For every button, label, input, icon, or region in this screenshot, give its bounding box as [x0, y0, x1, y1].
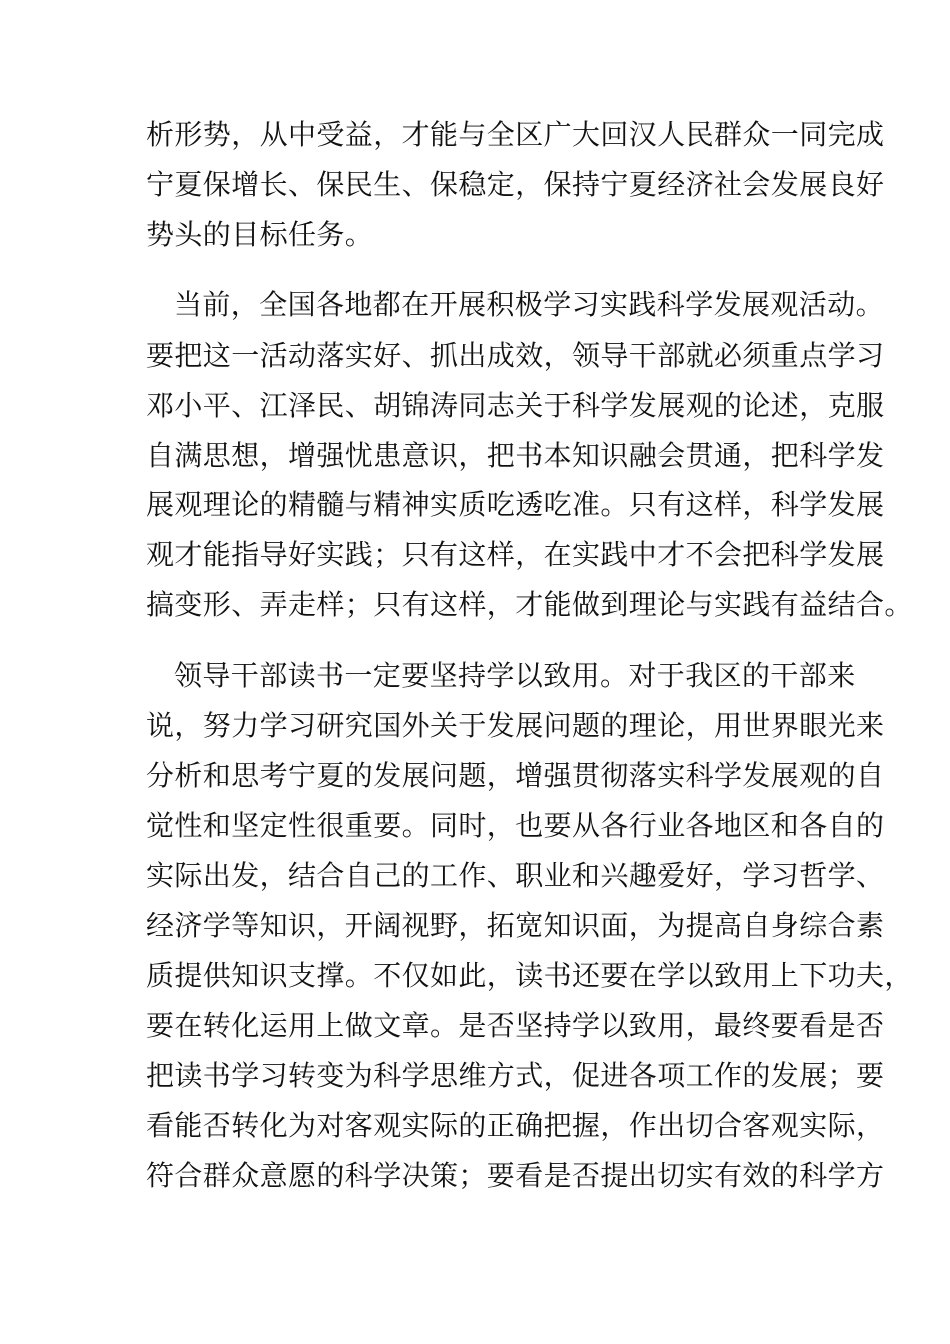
text-line: 经济学等知识，开阔视野，拓宽知识面，为提高自身综合素: [146, 909, 885, 942]
text-line: 领导干部读书一定要坚持学以致用。对于我区的干部来: [174, 659, 856, 692]
text-line: 势头的目标任务。: [146, 218, 374, 251]
text-line: 符合群众意愿的科学决策；要看是否提出切实有效的科学方: [146, 1159, 885, 1192]
text-line: 自满思想，增强忧患意识，把书本知识融会贯通，把科学发: [146, 439, 885, 472]
text-line: 宁夏保增长、保民生、保稳定，保持宁夏经济社会发展良好: [146, 168, 885, 201]
text-line: 当前，全国各地都在开展积极学习实践科学发展观活动。: [174, 288, 885, 321]
text-line: 把读书学习转变为科学思维方式，促进各项工作的发展；要: [146, 1059, 885, 1092]
text-line: 搞变形、弄走样；只有这样，才能做到理论与实践有益结合。: [146, 588, 913, 621]
text-line: 分析和思考宁夏的发展问题，增强贯彻落实科学发展观的自: [146, 759, 885, 792]
text-line: 要把这一活动落实好、抓出成效，领导干部就必须重点学习: [146, 339, 885, 372]
text-line: 质提供知识支撑。不仅如此，读书还要在学以致用上下功夫，: [146, 959, 913, 992]
text-line: 看能否转化为对客观实际的正确把握，作出切合客观实际，: [146, 1109, 885, 1142]
text-line: 实际出发，结合自己的工作、职业和兴趣爱好，学习哲学、: [146, 859, 885, 892]
text-line: 析形势，从中受益，才能与全区广大回汉人民群众一同完成: [146, 118, 885, 151]
text-line: 觉性和坚定性很重要。同时，也要从各行业各地区和各自的: [146, 809, 885, 842]
text-line: 要在转化运用上做文章。是否坚持学以致用，最终要看是否: [146, 1009, 885, 1042]
text-line: 邓小平、江泽民、胡锦涛同志关于科学发展观的论述，克服: [146, 389, 885, 422]
text-line: 展观理论的精髓与精神实质吃透吃准。只有这样，科学发展: [146, 488, 885, 521]
text-line: 说，努力学习研究国外关于发展问题的理论，用世界眼光来: [146, 709, 885, 742]
text-line: 观才能指导好实践；只有这样，在实践中才不会把科学发展: [146, 538, 885, 571]
